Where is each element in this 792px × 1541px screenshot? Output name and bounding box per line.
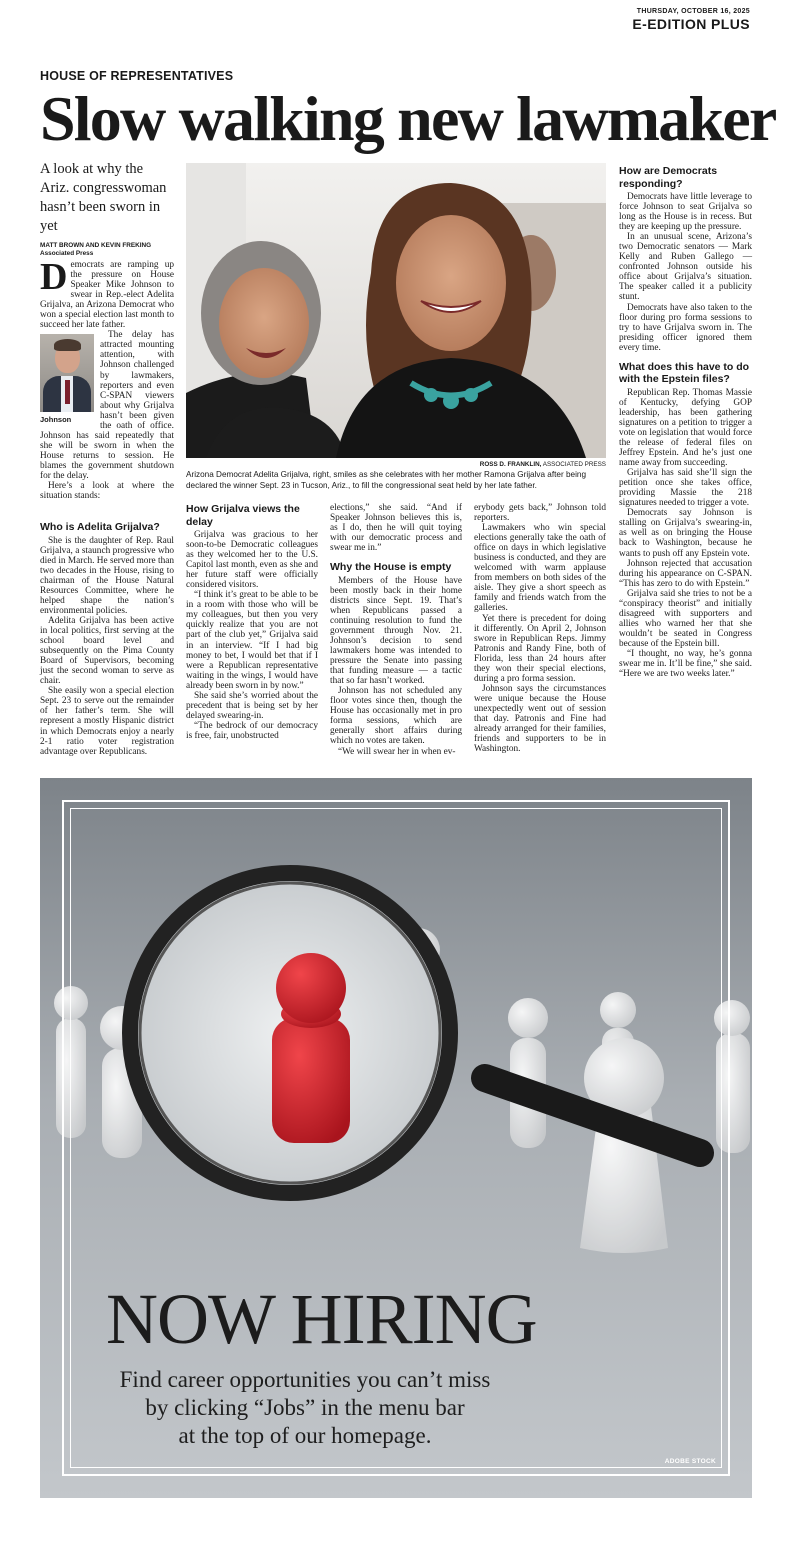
- ad-line-3: at the top of our homepage.: [178, 1423, 432, 1448]
- lede-paragraph: Democrats are ramping up the pressure on House Speaker Mike Johnson to swear in Rep.-elect Adelita Grijalva, an Arizona Democrat who won a special election last month to succeed her late father.: [40, 256, 174, 331]
- paragraph: She easily won a special election Sept. 23 to serve out the remainder of her father’s term. She will represent a mostly Hispanic district in which Democrats enjoy a nearly 2-1 ratio voter registration advantage over Republicans.: [40, 686, 174, 757]
- paragraph: Republican Rep. Thomas Massie of Kentucky, defying GOP leadership, has been gathering signatures on a petition to trigger a vote on legislation that would force the release of federal files on Jeffrey Epstein. And he’s just one name away from succeeding.: [619, 387, 752, 469]
- paragraph: “The bedrock of our democracy is free, fair, unobstructed: [186, 720, 318, 741]
- paragraph: The delay has attracted mounting attention, with Johnson challenged by lawmakers, reporters and even C-SPAN viewers about why Grijalva hasn’t been given the oath of office. Johnson has said repeatedly that she will be sworn in when the House returns to session. He blames the government shutdown for the delay.: [40, 330, 174, 481]
- paragraph: In an unusual scene, Arizona’s two Democratic senators — Mark Kelly and Ruben Gallego — confronted Johnson outside his office about Grijalva’s situation. The speaker called it a publicity stunt.: [619, 232, 752, 303]
- headline: Slow walking new lawmaker: [40, 83, 776, 154]
- paragraph: elections,” she said. “And if Speaker Johnson believes this is, as I do, then he will quit toying with our democratic process and swear me in.”: [330, 503, 462, 554]
- paragraph: Democrats have also taken to the floor during pro forma sessions to try to have Grijalva sworn in. The presiding officer ignored them every time.: [619, 302, 752, 353]
- ad-body: [90, 1366, 520, 1450]
- deck: A look at why the Ariz. congresswoman hasn’t been sworn in yet: [40, 161, 167, 234]
- ad-credit: ADOBE STOCK: [664, 1458, 716, 1465]
- paragraph: “I thought, no way, he’s gonna swear me in. It’ll be fine,” she said. “Here we are two weeks later.”: [619, 648, 752, 680]
- article-column-5: [619, 165, 752, 679]
- paragraph: erybody gets back,” Johnson told reporters.: [474, 503, 606, 524]
- johnson-photo: [40, 334, 94, 412]
- paragraph: Adelita Grijalva has been active in local politics, first serving at the school board level and subsequently on the Pima County Board of Supervisors, becoming just the second woman to serve as chair.: [40, 616, 174, 687]
- paragraph: Democrats say Johnson is stalling on Grijalva’s swearing-in, as well as on bringing the House back to Washington, because he wants to push off any Epstein vote.: [619, 508, 752, 559]
- ad-line-1: Find career opportunities you can’t miss: [119, 1367, 491, 1392]
- paragraph: Grijalva was gracious to her soon-to-be Democratic colleagues as they welcomed her to the U.S. Capitol last month, even as she and her future staff were officially considered visitors.: [186, 530, 318, 591]
- article-column-2: [186, 503, 318, 741]
- now-hiring-ad[interactable]: [40, 778, 752, 1498]
- lead-photo: [186, 163, 606, 458]
- subhead-delay: How Grijalva views the delay: [186, 503, 300, 528]
- celebration-photo: [186, 163, 606, 458]
- subhead-empty: Why the House is empty: [330, 561, 452, 574]
- section-label: HOUSE OF REPRESENTATIVES: [40, 69, 234, 83]
- mugshot-caption: Johnson: [40, 415, 72, 425]
- paragraph: Grijalva said she tries to not be a “conspiracy theorist” and initially disagreed with supporters and allies who warned her that she wouldn’t be seated in Congress because of the Epstein bill.: [619, 588, 752, 649]
- paragraph: Grijalva has said she’ll sign the petition once she takes office, providing Massie the 218 signatures needed to trigger a vote.: [619, 468, 752, 509]
- photo-credit: ROSS D. FRANKLIN, ASSOCIATED PRESS: [479, 461, 606, 468]
- article-column-4: [474, 503, 606, 754]
- paragraph: Here’s a look at where the situation stands:: [40, 481, 174, 502]
- paragraph: Johnson says the circumstances were unique because the House unexpectedly went out of session that day. Patronis and Fine had already arranged for their families, friends and supporters to be in Washington.: [474, 683, 606, 755]
- agency: Associated Press: [40, 250, 94, 257]
- drop-cap: D: [40, 256, 68, 298]
- johnson-mugshot: [40, 334, 94, 425]
- paragraph: Johnson has not scheduled any floor votes since then, though the House has occasionally met in pro forma sessions, which are generally short affairs during which no votes are taken.: [330, 686, 462, 747]
- paragraph: She said she’s worried about the precedent that is being set by her delayed swearing-in.: [186, 690, 318, 721]
- paragraph: “We will swear her in when ev-: [338, 746, 456, 757]
- subhead-epstein: What does this have to do with the Epstein files?: [619, 360, 750, 386]
- paragraph: Yet there is precedent for doing it differently. On April 2, Johnson swore in Republican Reps. Jimmy Patronis and Randy Fine, both of Florida, less than 24 hours after they won their special elections, during a pro forma session.: [474, 613, 606, 684]
- edition-name: E-EDITION PLUS: [632, 16, 750, 32]
- masthead: [632, 8, 750, 32]
- paragraph: “I think it’s great to be able to be in a room with those who will be my colleagues, but then you very quickly realize that you are not part of the club yet,” Grijalva said in an interview. “If I had big money to bet, I would bet that if I were a Republican representative waiting in the wings, I would have already been sworn in by now.”: [186, 590, 318, 691]
- subhead-democrats: How are Democrats responding?: [619, 165, 718, 190]
- subhead-who: Who is Adelita Grijalva?: [40, 521, 160, 534]
- paragraph: Democrats have little leverage to force Johnson to seat Grijalva so long as the House is in recess. But they are keeping up the pressure.: [619, 192, 752, 233]
- paragraph: Members of the House have been mostly back in their home districts since Sept. 19. That’s when Republicans passed a continuing resolution to fund the government through Nov. 21. Johnson’s decision to send lawmakers home was intended to pressure the Senate into passing that funding measure — a tactic that so far hasn’t worked.: [330, 575, 462, 687]
- paragraph: She is the daughter of Rep. Raul Grijalva, a staunch progressive who died in March. He served more than two decades in the House, rising to chairman of the House Natural Resources Committee, where he helped shape the nation’s environmental policies.: [40, 535, 174, 616]
- article-column-1: [40, 160, 174, 757]
- byline: MATT BROWN AND KEVIN FREKING: [40, 242, 152, 249]
- paragraph: Johnson rejected that accusation during his appearance on C-SPAN. “This has zero to do with Epstein.”: [619, 558, 752, 589]
- edition-date: THURSDAY, OCTOBER 16, 2025: [636, 8, 750, 15]
- article-column-3: [330, 503, 462, 757]
- ad-title: NOW HIRING: [106, 1279, 537, 1359]
- photo-caption: Arizona Democrat Adelita Grijalva, right, smiles as she celebrates with her mother Ramona Grijalva after being declared the winner Sept. 23 in Tucson, Ariz., to fill the congressional seat held by her late father.: [186, 470, 586, 490]
- paragraph: Lawmakers who win special elections generally take the oath of office on days in which legislative business is conducted, and they are welcomed with warm applause from members on both sides of the aisle. They give a short speech as family and friends watch from the galleries.: [474, 523, 606, 614]
- ad-line-2: by clicking “Jobs” in the menu bar: [145, 1395, 465, 1420]
